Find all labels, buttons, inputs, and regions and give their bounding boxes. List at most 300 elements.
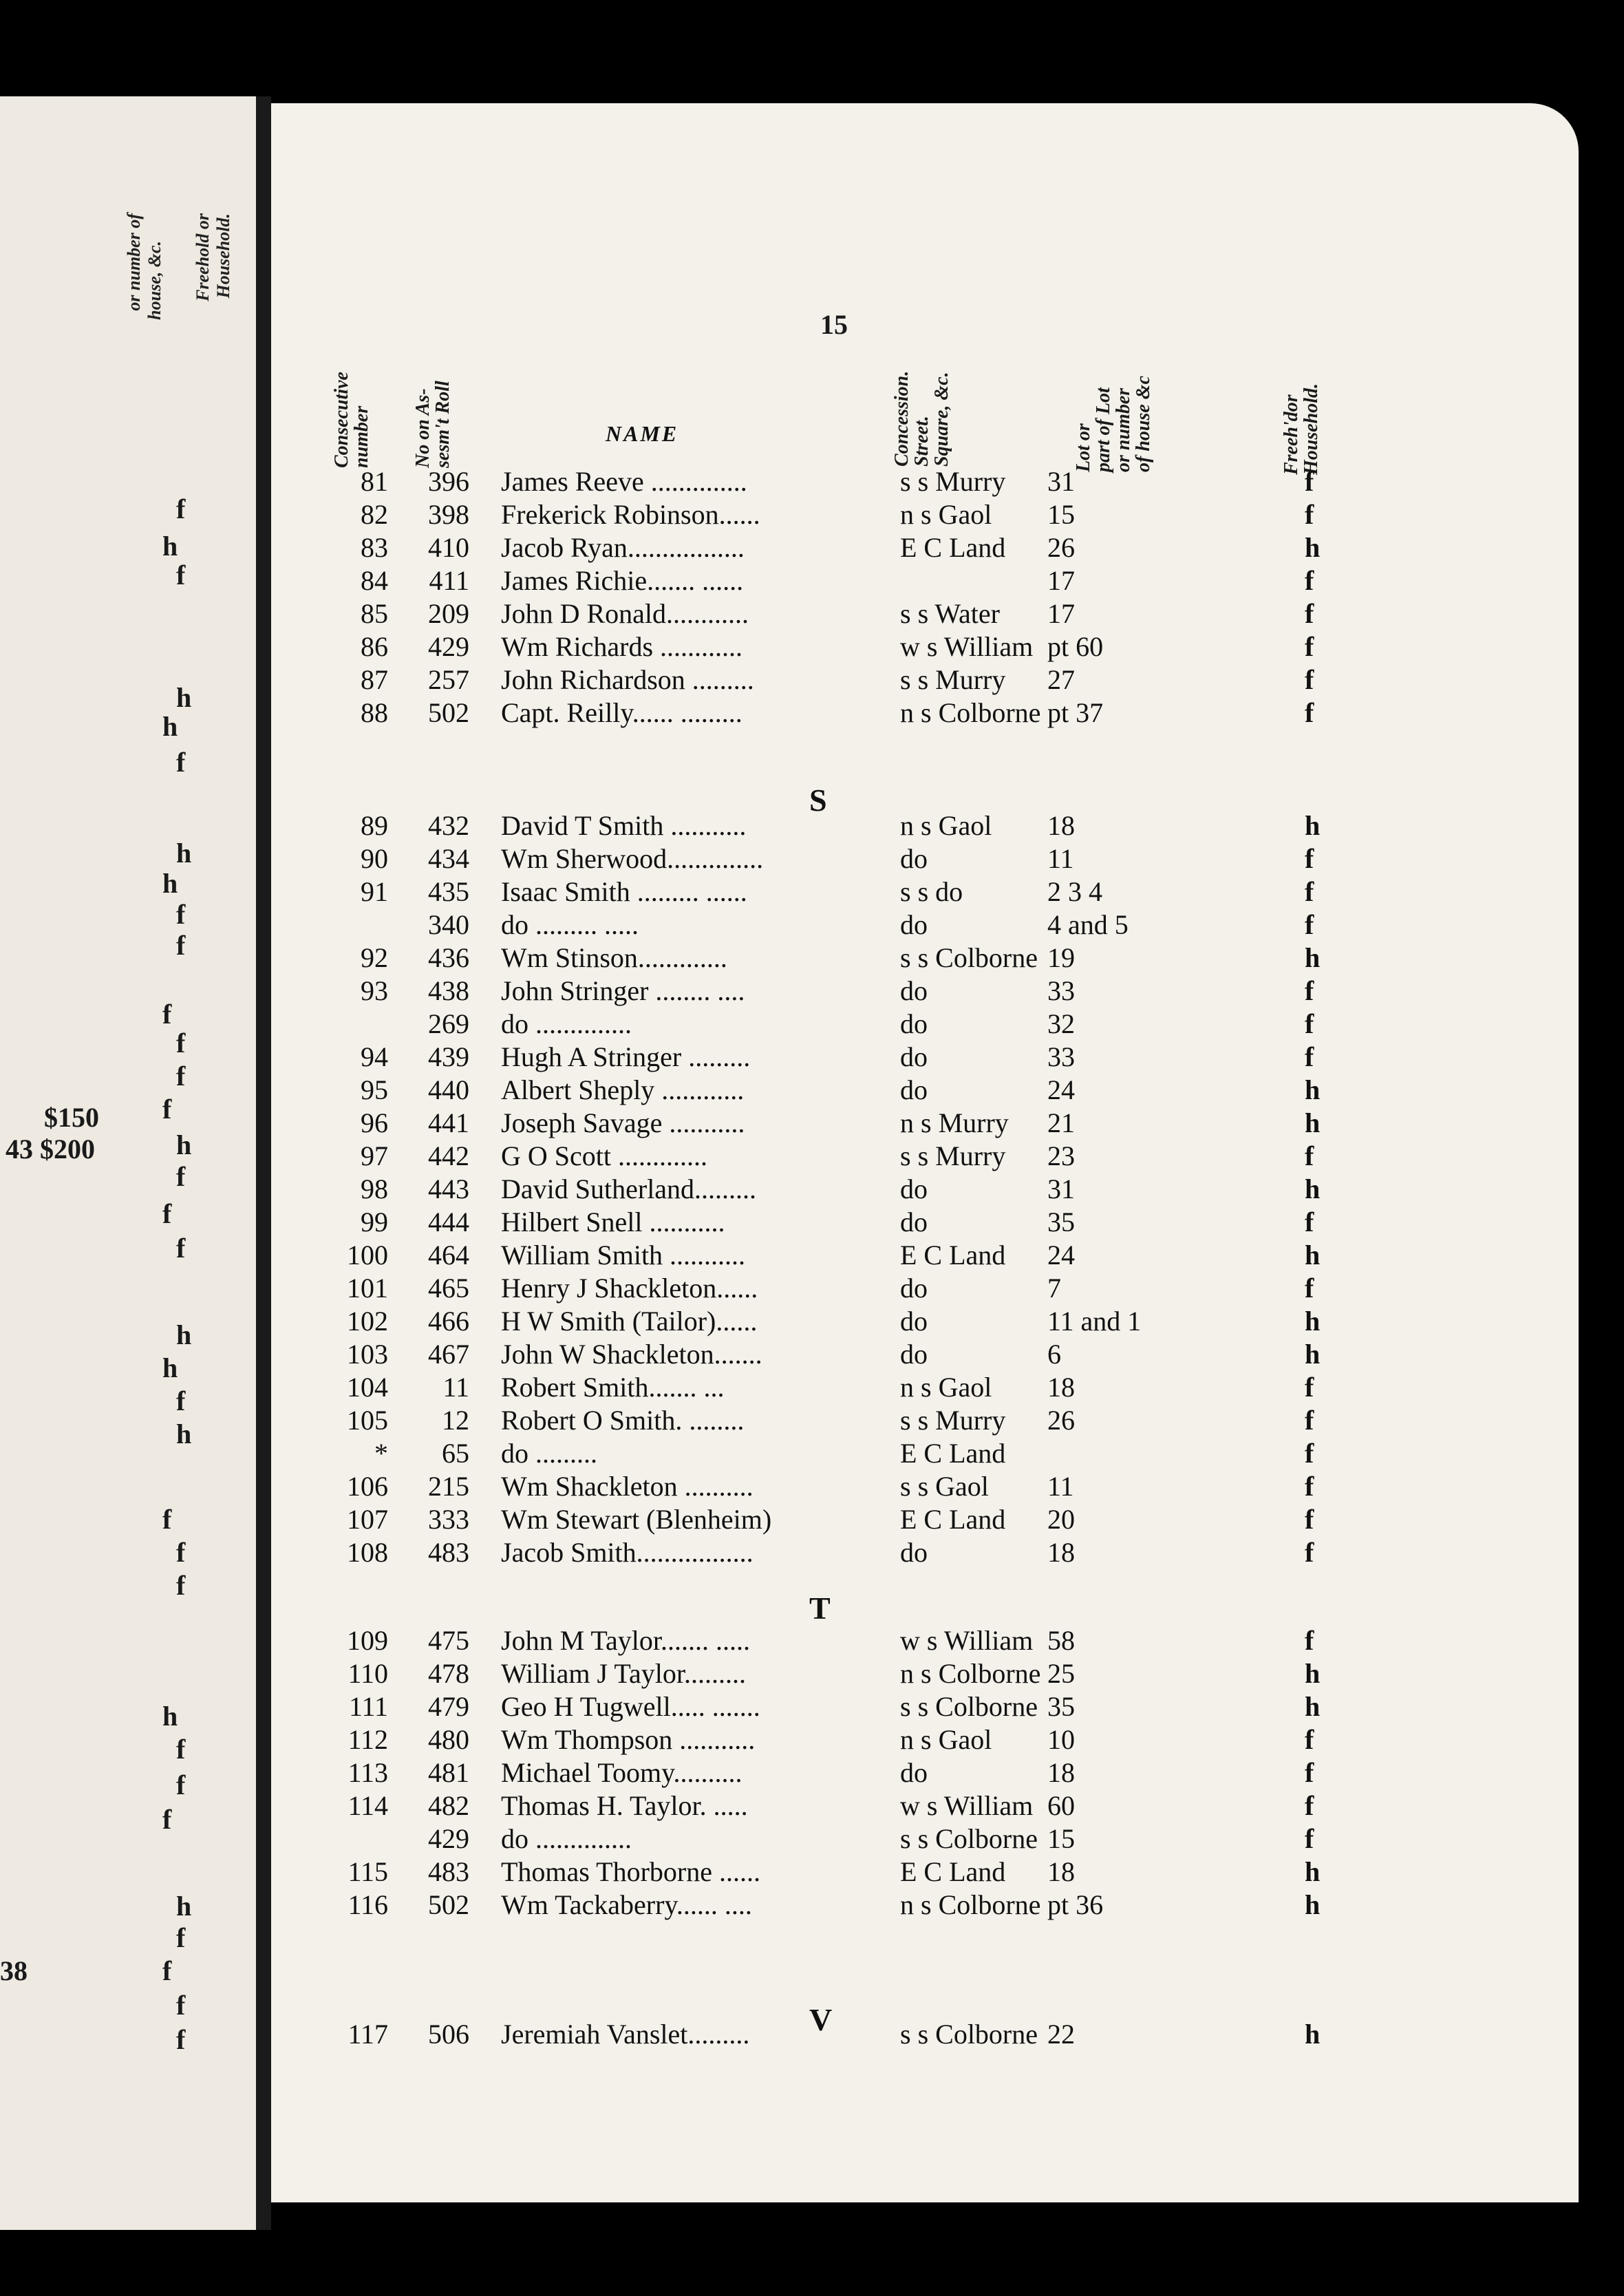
concession-street: do	[900, 1339, 928, 1370]
consecutive-number: 81	[361, 466, 388, 497]
roll-number: 478	[428, 1658, 469, 1689]
roll-number: 432	[428, 810, 469, 841]
left-freehold-mark: f	[176, 1570, 186, 1601]
lot-number: 4 and 5	[1047, 909, 1129, 940]
consecutive-number: 117	[348, 2019, 388, 2050]
consecutive-number: 93	[361, 975, 388, 1006]
left-freehold-mark: f	[162, 1504, 172, 1535]
voter-name: Geo H Tugwell..... .......	[501, 1691, 760, 1722]
consecutive-number: 94	[361, 1041, 388, 1072]
concession-street: do	[900, 1273, 928, 1304]
voter-name: Wm Stinson.............	[501, 942, 727, 973]
roll-number: 442	[428, 1140, 469, 1171]
lot-number: 18	[1047, 1372, 1075, 1403]
voter-name: Henry J Shackleton......	[501, 1273, 758, 1304]
voter-name: Frekerick Robinson......	[501, 499, 760, 530]
concession-street: do	[900, 909, 928, 940]
consecutive-number: 100	[347, 1240, 388, 1271]
concession-street: do	[900, 1173, 928, 1204]
lot-number: 19	[1047, 942, 1075, 973]
freehold-household: f	[1305, 1273, 1314, 1304]
table-row	[0, 1206, 1624, 1239]
table-row	[0, 697, 1624, 730]
table-row	[0, 975, 1624, 1008]
concession-street: do	[900, 1207, 928, 1237]
consecutive-number: 109	[347, 1625, 388, 1656]
left-freehold-mark: h	[162, 1352, 178, 1383]
table-row	[0, 1889, 1624, 1922]
left-freehold-mark: h	[162, 1701, 178, 1732]
consecutive-number: 110	[348, 1658, 388, 1689]
consecutive-number: 92	[361, 942, 388, 973]
lot-number: 22	[1047, 2019, 1075, 2050]
left-freehold-mark: f	[162, 1094, 172, 1125]
freehold-household: h	[1305, 2019, 1321, 2050]
voter-name: John D Ronald............	[501, 598, 749, 629]
lot-number: 11 and 1	[1047, 1306, 1142, 1337]
left-freehold-mark: f	[176, 1061, 186, 1092]
lot-number: 31	[1047, 466, 1075, 497]
consecutive-number: 103	[347, 1339, 388, 1370]
table-row	[0, 1536, 1624, 1569]
voter-name: John Richardson .........	[501, 664, 754, 695]
roll-number: 440	[428, 1074, 469, 1105]
table-row	[0, 1723, 1624, 1756]
left-freehold-mark: h	[176, 1891, 192, 1922]
roll-number: 480	[428, 1724, 469, 1755]
concession-street: E C Land	[900, 1504, 1006, 1535]
table-row	[0, 1173, 1624, 1206]
freehold-household: f	[1305, 664, 1314, 695]
voter-name: do ......... .....	[501, 909, 639, 940]
voter-name: Wm Shackleton ..........	[501, 1471, 754, 1502]
lot-number: 7	[1047, 1273, 1061, 1304]
lot-number: 18	[1047, 1537, 1075, 1568]
table-row	[0, 1305, 1624, 1338]
left-freehold-mark: f	[176, 1769, 186, 1800]
concession-street: s s Murry	[900, 1140, 1006, 1171]
freehold-household: h	[1305, 1306, 1321, 1337]
freehold-household: f	[1305, 598, 1314, 629]
lot-number: 11	[1047, 1471, 1074, 1502]
lot-number: 35	[1047, 1691, 1075, 1722]
page-number: 15	[820, 309, 848, 340]
consecutive-number: 82	[361, 499, 388, 530]
concession-street: n s Murry	[900, 1107, 1009, 1138]
voter-name: Wm Thompson ...........	[501, 1724, 756, 1755]
table-row	[0, 1338, 1624, 1371]
table-row	[0, 1503, 1624, 1536]
concession-street: E C Land	[900, 532, 1006, 563]
table-row	[0, 875, 1624, 908]
roll-number: 215	[428, 1471, 469, 1502]
consecutive-number: 115	[348, 1856, 388, 1887]
freehold-household: h	[1305, 1856, 1321, 1887]
left-freehold-mark: f	[176, 1161, 186, 1192]
roll-number: 444	[428, 1207, 469, 1237]
voter-name: Jeremiah Vanslet.........	[501, 2019, 750, 2050]
freehold-household: f	[1305, 1041, 1314, 1072]
concession-street: do	[900, 1074, 928, 1105]
lot-number: 15	[1047, 1823, 1075, 1854]
freehold-household: h	[1305, 1339, 1321, 1370]
left-amount-38: 38	[0, 1955, 28, 1986]
table-row	[0, 1404, 1624, 1437]
consecutive-number: 83	[361, 532, 388, 563]
concession-street: do	[900, 1306, 928, 1337]
voter-name: David Sutherland.........	[501, 1173, 757, 1204]
voter-name: do .........	[501, 1438, 597, 1469]
left-freehold-mark: f	[176, 899, 186, 930]
freehold-household: f	[1305, 909, 1314, 940]
left-freehold-mark: f	[176, 1990, 186, 2021]
left-freehold-mark: f	[176, 1385, 186, 1416]
header-freehold-household: Freeh'dor Household.	[1281, 383, 1322, 475]
concession-street: E C Land	[900, 1856, 1006, 1887]
consecutive-number: 95	[361, 1074, 388, 1105]
consecutive-number: 108	[347, 1537, 388, 1568]
header-consecutive-number: Consecutive number	[331, 372, 372, 468]
table-row	[0, 942, 1624, 975]
left-freehold-mark: h	[176, 1129, 192, 1160]
consecutive-number: 99	[361, 1207, 388, 1237]
roll-number: 506	[428, 2019, 469, 2050]
lot-number: 24	[1047, 1074, 1075, 1105]
roll-number: 443	[428, 1173, 469, 1204]
consecutive-number: 106	[347, 1471, 388, 1502]
concession-street: do	[900, 1757, 928, 1788]
freehold-household: f	[1305, 1537, 1314, 1568]
voter-name: Wm Sherwood..............	[501, 843, 764, 874]
lot-number: 58	[1047, 1625, 1075, 1656]
lot-number: 10	[1047, 1724, 1075, 1755]
voter-name: G O Scott .............	[501, 1140, 707, 1171]
roll-number: 439	[428, 1041, 469, 1072]
lot-number: 24	[1047, 1240, 1075, 1271]
table-row	[0, 1437, 1624, 1470]
roll-number: 333	[428, 1504, 469, 1535]
concession-street: do	[900, 1537, 928, 1568]
header-name: NAME	[606, 421, 679, 446]
section-letter-t: T	[809, 1591, 831, 1626]
freehold-household: f	[1305, 1438, 1314, 1469]
table-row	[0, 1624, 1624, 1657]
freehold-household: h	[1305, 810, 1321, 841]
lot-number: 6	[1047, 1339, 1061, 1370]
table-row	[0, 498, 1624, 531]
left-freehold-mark: h	[176, 838, 192, 869]
section-letter-s: S	[809, 783, 827, 818]
roll-number: 464	[428, 1240, 469, 1271]
lot-number: 2 3 4	[1047, 876, 1102, 907]
lot-number: 33	[1047, 1041, 1075, 1072]
voter-name: John M Taylor....... .....	[501, 1625, 751, 1656]
left-freehold-mark: h	[176, 682, 192, 713]
left-freehold-mark: f	[176, 493, 186, 524]
concession-street: n s Gaol	[900, 1724, 992, 1755]
roll-number: 482	[428, 1790, 469, 1821]
table-row	[0, 1856, 1624, 1889]
left-page-header	[124, 213, 234, 344]
roll-number: 466	[428, 1306, 469, 1337]
lot-number: 32	[1047, 1008, 1075, 1039]
consecutive-number: 101	[347, 1273, 388, 1304]
table-row	[0, 2018, 1624, 2051]
freehold-household: f	[1305, 466, 1314, 497]
freehold-household: f	[1305, 1757, 1314, 1788]
left-freehold-mark: f	[162, 1804, 172, 1835]
concession-street: do	[900, 843, 928, 874]
table-row	[0, 1470, 1624, 1503]
table-row	[0, 630, 1624, 663]
left-freehold-mark: h	[162, 868, 178, 899]
freehold-household: h	[1305, 1889, 1321, 1920]
lot-number: 18	[1047, 810, 1075, 841]
table-row	[0, 1272, 1624, 1305]
left-freehold-mark: h	[176, 1319, 192, 1350]
roll-number: 502	[428, 1889, 469, 1920]
lot-number: 15	[1047, 499, 1075, 530]
lot-number: 26	[1047, 532, 1075, 563]
lot-number: pt 37	[1047, 697, 1104, 728]
roll-number: 11	[442, 1372, 469, 1403]
freehold-household: f	[1305, 1207, 1314, 1237]
freehold-household: f	[1305, 631, 1314, 662]
consecutive-number: 91	[361, 876, 388, 907]
concession-street: n s Gaol	[900, 499, 992, 530]
freehold-household: f	[1305, 1504, 1314, 1535]
table-row	[0, 1371, 1624, 1404]
roll-number: 410	[428, 532, 469, 563]
header-assessment-roll: No on As- sesm't Roll	[412, 381, 453, 468]
lot-number: 21	[1047, 1107, 1075, 1138]
lot-number: 25	[1047, 1658, 1075, 1689]
freehold-household: f	[1305, 1790, 1314, 1821]
table-row	[0, 1822, 1624, 1856]
left-freehold-mark: f	[176, 1537, 186, 1568]
voter-name: Robert Smith....... ...	[501, 1372, 725, 1403]
roll-number: 65	[442, 1438, 469, 1469]
lot-number: 11	[1047, 843, 1074, 874]
consecutive-number: 87	[361, 664, 388, 695]
table-row	[0, 1239, 1624, 1272]
freehold-household: f	[1305, 1372, 1314, 1403]
concession-street: do	[900, 1041, 928, 1072]
concession-street: E C Land	[900, 1240, 1006, 1271]
voter-name: do ..............	[501, 1008, 632, 1039]
concession-street: w s William	[900, 1625, 1034, 1656]
freehold-household: h	[1305, 1173, 1321, 1204]
roll-number: 257	[428, 664, 469, 695]
roll-number: 467	[428, 1339, 469, 1370]
table-row	[0, 1140, 1624, 1173]
voter-name: Isaac Smith ......... ......	[501, 876, 747, 907]
freehold-household: f	[1305, 697, 1314, 728]
voter-name: Jacob Smith.................	[501, 1537, 754, 1568]
roll-number: 465	[428, 1273, 469, 1304]
roll-number: 12	[442, 1405, 469, 1436]
concession-street: s s Gaol	[900, 1471, 989, 1502]
concession-street: w s William	[900, 631, 1034, 662]
left-amount-200: 43 $200	[6, 1134, 95, 1165]
lot-number: 17	[1047, 565, 1075, 596]
table-row	[0, 842, 1624, 875]
concession-street: n s Gaol	[900, 810, 992, 841]
concession-street: s s Colborne	[900, 1823, 1038, 1854]
left-freehold-mark: h	[176, 1418, 192, 1449]
freehold-household: f	[1305, 1724, 1314, 1755]
left-header-household: Household.	[213, 213, 233, 299]
voter-name: David T Smith ...........	[501, 810, 747, 841]
voter-name: Hilbert Snell ...........	[501, 1207, 725, 1237]
table-row	[0, 1041, 1624, 1074]
roll-number: 209	[428, 598, 469, 629]
roll-number: 475	[428, 1625, 469, 1656]
freehold-household: f	[1305, 975, 1314, 1006]
concession-street: s s Murry	[900, 466, 1006, 497]
roll-number: 434	[428, 843, 469, 874]
left-freehold-mark: f	[162, 1955, 172, 1986]
voter-name: William J Taylor.........	[501, 1658, 746, 1689]
freehold-household: h	[1305, 532, 1321, 563]
freehold-household: h	[1305, 1074, 1321, 1105]
table-row	[0, 1789, 1624, 1822]
table-row	[0, 1074, 1624, 1107]
left-freehold-mark: f	[176, 747, 186, 778]
left-header-lot: or number of	[124, 213, 144, 311]
roll-number: 429	[428, 631, 469, 662]
freehold-household: f	[1305, 1140, 1314, 1171]
consecutive-number: 116	[348, 1889, 388, 1920]
table-row	[0, 564, 1624, 597]
voter-name: Wm Stewart (Blenheim)	[501, 1504, 772, 1535]
voter-name: Wm Richards ............	[501, 631, 743, 662]
freehold-household: h	[1305, 1691, 1321, 1722]
consecutive-number: 107	[347, 1504, 388, 1535]
freehold-household: f	[1305, 1008, 1314, 1039]
concession-street: s s Murry	[900, 664, 1006, 695]
consecutive-number: 86	[361, 631, 388, 662]
left-header-freehold: Freehold or	[193, 213, 213, 301]
left-freehold-mark: f	[162, 1198, 172, 1229]
concession-street: n s Gaol	[900, 1372, 992, 1403]
freehold-household: f	[1305, 876, 1314, 907]
concession-street: s s Colborne	[900, 1691, 1038, 1722]
lot-number: 31	[1047, 1173, 1075, 1204]
lot-number: 17	[1047, 598, 1075, 629]
consecutive-number: 85	[361, 598, 388, 629]
voter-name: Joseph Savage ...........	[501, 1107, 745, 1138]
freehold-household: f	[1305, 1405, 1314, 1436]
lot-number: 26	[1047, 1405, 1075, 1436]
lot-number: 20	[1047, 1504, 1075, 1535]
roll-number: 340	[428, 909, 469, 940]
header-lot: Lot or part of Lot or number of house &c	[1073, 376, 1154, 472]
voter-name: Thomas Thorborne ......	[501, 1856, 760, 1887]
concession-street: do	[900, 975, 928, 1006]
left-freehold-mark: f	[176, 2024, 186, 2055]
concession-street: s s do	[900, 876, 963, 907]
left-freehold-mark: f	[176, 1028, 186, 1059]
freehold-household: f	[1305, 1823, 1314, 1854]
left-freehold-mark: f	[176, 1734, 186, 1765]
roll-number: 483	[428, 1537, 469, 1568]
freehold-household: f	[1305, 565, 1314, 596]
freehold-household: f	[1305, 1625, 1314, 1656]
voter-name: Robert O Smith. ........	[501, 1405, 745, 1436]
table-row	[0, 809, 1624, 842]
concession-street: n s Colborne	[900, 1889, 1041, 1920]
voter-name: Michael Toomy..........	[501, 1757, 742, 1788]
roll-number: 436	[428, 942, 469, 973]
concession-street: n s Colborne	[900, 697, 1041, 728]
consecutive-number: 105	[347, 1405, 388, 1436]
left-amount-150: $150	[44, 1102, 99, 1133]
roll-number: 479	[428, 1691, 469, 1722]
section-letter-v: V	[809, 2002, 833, 2037]
voter-name: John W Shackleton.......	[501, 1339, 762, 1370]
left-freehold-mark: f	[176, 930, 186, 961]
lot-number: 60	[1047, 1790, 1075, 1821]
voter-name: Wm Tackaberry...... ....	[501, 1889, 752, 1920]
roll-number: 429	[428, 1823, 469, 1854]
table-row	[0, 1657, 1624, 1690]
roll-number: 269	[428, 1008, 469, 1039]
consecutive-number: 98	[361, 1173, 388, 1204]
table-row	[0, 1107, 1624, 1140]
freehold-household: h	[1305, 1658, 1321, 1689]
roll-number: 483	[428, 1856, 469, 1887]
freehold-household: h	[1305, 1107, 1321, 1138]
voter-name: John Stringer ........ ....	[501, 975, 745, 1006]
left-freehold-mark: f	[162, 999, 172, 1030]
table-row	[0, 1690, 1624, 1723]
lot-number: 35	[1047, 1207, 1075, 1237]
consecutive-number: *	[374, 1438, 388, 1469]
table-row	[0, 1756, 1624, 1789]
table-row	[0, 1008, 1624, 1041]
concession-street: w s William	[900, 1790, 1034, 1821]
voter-name: H W Smith (Tailor)......	[501, 1306, 758, 1337]
freehold-household: f	[1305, 499, 1314, 530]
table-row	[0, 597, 1624, 630]
concession-street: s s Water	[900, 598, 1000, 629]
concession-street: E C Land	[900, 1438, 1006, 1469]
roll-number: 438	[428, 975, 469, 1006]
lot-number: 23	[1047, 1140, 1075, 1171]
consecutive-number: 90	[361, 843, 388, 874]
freehold-household: f	[1305, 843, 1314, 874]
roll-number: 411	[429, 565, 469, 596]
voter-name: do ..............	[501, 1823, 632, 1854]
lot-number: 18	[1047, 1856, 1075, 1887]
lot-number: pt 36	[1047, 1889, 1104, 1920]
left-freehold-mark: f	[176, 1922, 186, 1953]
roll-number: 396	[428, 466, 469, 497]
roll-number: 398	[428, 499, 469, 530]
concession-street: s s Colborne	[900, 942, 1038, 973]
table-row	[0, 908, 1624, 942]
lot-number: 27	[1047, 664, 1075, 695]
lot-number: 33	[1047, 975, 1075, 1006]
freehold-household: h	[1305, 1240, 1321, 1271]
left-header-house: house, &c.	[145, 241, 164, 320]
concession-street: s s Colborne	[900, 2019, 1038, 2050]
consecutive-number: 114	[348, 1790, 388, 1821]
roll-number: 502	[428, 697, 469, 728]
consecutive-number: 112	[348, 1724, 388, 1755]
table-row	[0, 531, 1624, 564]
